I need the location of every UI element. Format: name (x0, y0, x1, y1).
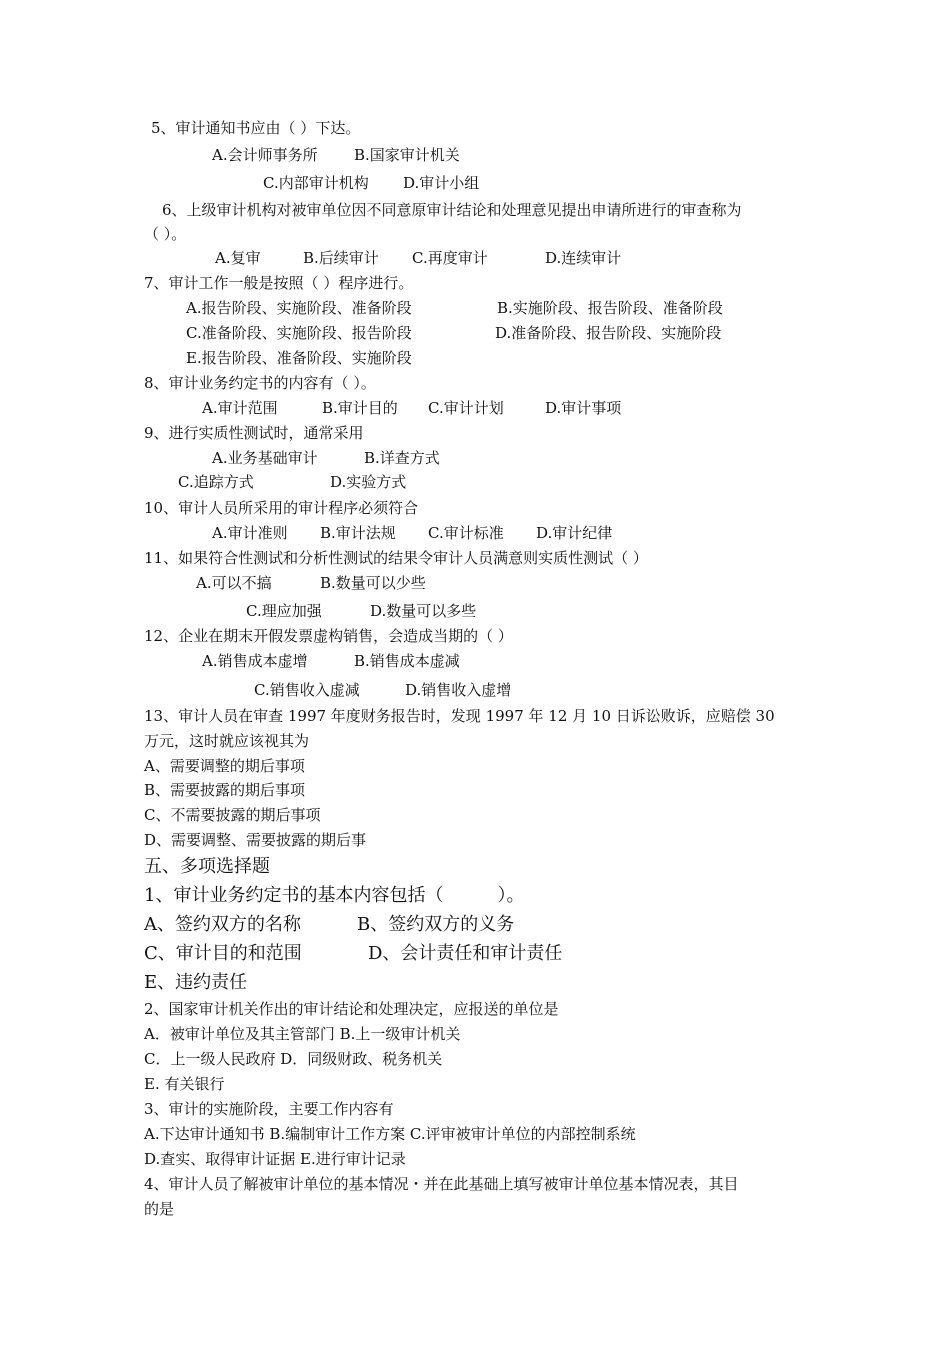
q5-option-d: D.审计小组 (403, 174, 480, 192)
q11-option-b: B.数量可以少些 (320, 574, 426, 592)
q11-option-c: C.理应加强 (246, 602, 322, 620)
m1-option-d: D、会计责任和审计责任 (368, 943, 563, 964)
q8-option-d: D.审计事项 (545, 399, 622, 417)
q5-option-a: A.会计师事务所 (212, 146, 318, 164)
q6-stem-line2: （ ）。 (144, 225, 187, 243)
q13-option-d: D、需要调整、需要披露的期后事 (144, 831, 367, 849)
q10-option-c: C.审计标准 (428, 524, 504, 542)
q10-option-b: B.审计法规 (320, 524, 396, 542)
q13-option-b: B、需要披露的期后事项 (144, 781, 306, 799)
m4-stem-line1: 4、审计人员了解被审计单位的基本情况・并在此基础上填写被审计单位基本情况表，其目 (144, 1175, 739, 1193)
q9-option-b: B.详查方式 (364, 449, 440, 467)
q10-stem: 10、审计人员所采用的审计程序必须符合 (144, 499, 419, 517)
q13-stem-line1: 13、审计人员在审查 1997 年度财务报告时，发现 1997 年 12 月 10 日诉讼败诉，应赔偿 30 (144, 707, 775, 725)
q12-option-a: A.销售成本虚增 (202, 652, 308, 670)
q10-option-d: D.审计纪律 (536, 524, 613, 542)
q7-stem: 7、审计工作一般是按照（ ）程序进行。 (144, 274, 414, 292)
m1-option-a: A、签约双方的名称 (144, 914, 301, 935)
m3-options-abc: A.下达审计通知书 B.编制审计工作方案 C.评审被审计单位的内部控制系统 (144, 1125, 636, 1143)
q9-option-d: D.实验方式 (330, 473, 407, 491)
q6-option-c: C.再度审计 (412, 249, 488, 267)
q5-option-b: B.国家审计机关 (354, 146, 460, 164)
m2-options-cd: C．上一级人民政府 D．同级财政、税务机关 (144, 1050, 443, 1068)
q7-option-d: D.准备阶段、报告阶段、实施阶段 (495, 324, 722, 342)
q11-option-a: A.可以不搞 (196, 574, 272, 592)
m1-option-b: B、签约双方的义务 (357, 914, 515, 935)
q11-option-d: D.数量可以多些 (370, 602, 477, 620)
q8-option-a: A.审计范围 (202, 399, 278, 417)
m4-stem-line2: 的是 (144, 1200, 175, 1218)
q8-stem: 8、审计业务约定书的内容有（ ）。 (144, 374, 376, 392)
q5-option-c: C.内部审计机构 (263, 174, 369, 192)
q7-option-a: A.报告阶段、实施阶段、准备阶段 (186, 299, 412, 317)
q6-stem-line1: 6、上级审计机构对被审单位因不同意原审计结论和处理意见提出申请所进行的审查称为 (162, 201, 742, 219)
q13-option-a: A、需要调整的期后事项 (144, 757, 305, 775)
q12-option-b: B.销售成本虚减 (354, 652, 460, 670)
q7-option-c: C.准备阶段、实施阶段、报告阶段 (186, 324, 412, 342)
q6-option-a: A.复审 (215, 249, 261, 267)
m2-option-e: E. 有关银行 (144, 1075, 225, 1093)
q13-stem-line2: 万元，这时就应该视其为 (144, 732, 310, 750)
m3-stem: 3、审计的实施阶段，主要工作内容有 (144, 1100, 394, 1118)
m1-stem: 1、审计业务约定书的基本内容包括（ ）。 (144, 885, 525, 906)
q12-option-d: D.销售收入虚增 (405, 681, 512, 699)
q7-option-e: E.报告阶段、准备阶段、实施阶段 (186, 349, 412, 367)
m2-options-ab: A．被审计单位及其主管部门 B.上一级审计机关 (144, 1025, 461, 1043)
m1-option-c: C、审计目的和范围 (144, 943, 302, 964)
q12-stem: 12、企业在期末开假发票虚构销售，会造成当期的（ ） (144, 627, 513, 645)
q6-option-d: D.连续审计 (545, 249, 622, 267)
q13-option-c: C、不需要披露的期后事项 (144, 806, 321, 824)
m1-option-e: E、违约责任 (144, 972, 248, 993)
m2-stem: 2、国家审计机关作出的审计结论和处理决定，应报送的单位是 (144, 1000, 559, 1018)
q9-option-a: A.业务基础审计 (212, 449, 318, 467)
q9-option-c: C.追踪方式 (178, 473, 254, 491)
q7-option-b: B.实施阶段、报告阶段、准备阶段 (497, 299, 723, 317)
q8-option-c: C.审计计划 (428, 399, 504, 417)
q5-stem: 5、审计通知书应由（ ）下达。 (151, 119, 361, 137)
q9-stem: 9、进行实质性测试时，通常采用 (144, 424, 364, 442)
q6-option-b: B.后续审计 (303, 249, 379, 267)
q8-option-b: B.审计目的 (322, 399, 398, 417)
m3-options-de: D.查实、取得审计证据 E.进行审计记录 (144, 1150, 406, 1168)
q11-stem: 11、如果符合性测试和分析性测试的结果令审计人员满意则实质性测试（ ） (144, 549, 648, 567)
q10-option-a: A.审计准则 (212, 524, 288, 542)
q12-option-c: C.销售收入虚减 (254, 681, 360, 699)
section-title: 五、多项选择题 (144, 856, 270, 877)
